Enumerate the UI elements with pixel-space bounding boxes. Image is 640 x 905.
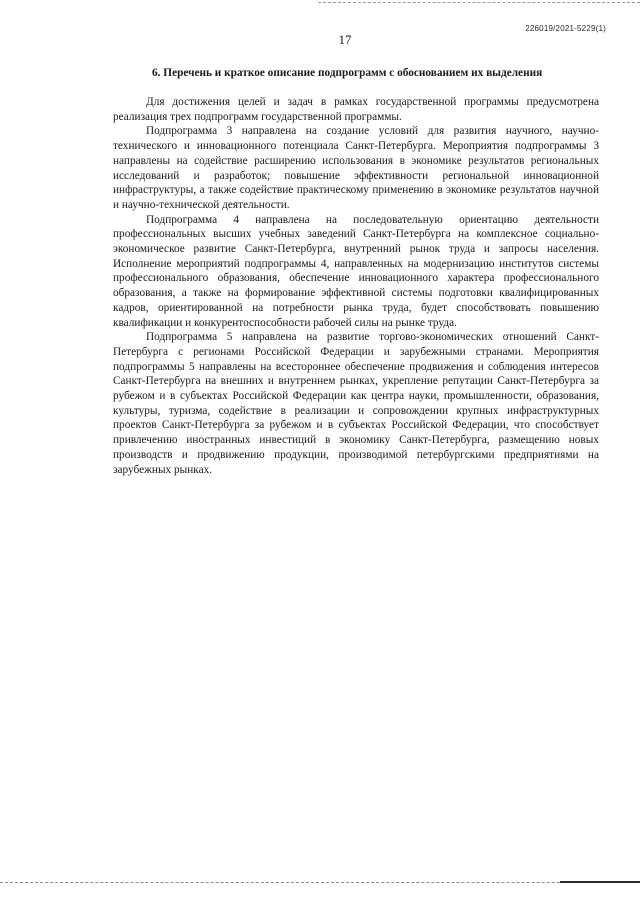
section-heading: 6. Перечень и краткое описание подпрограмм с обоснованием их выделения [152,67,543,79]
bottom-scan-mark [560,881,640,883]
bottom-scan-rule [0,882,640,883]
page-number: 17 [338,32,352,47]
paragraph-subprogram-5: Подпрограмма 5 направлена на развитие торгово-экономических отношений Санкт-Петербурга с регионами Российской Федерации и зарубежными странами. Мероприятия подпрограммы 5 направлены на всестороннее обеспечение продвижения и соблюдения интересов Санкт-Петербурга на внешних и внутреннем рынках, укрепление репутации Санкт-Петербурга за рубежом и в субъектах Российской Федерации как центра науки, промышленности, образования, культуры, туризма, содействие в реализации и сопровождении крупных инфраструктурных проектов Санкт-Петербурга за рубежом и в субъектах Российской Федерации, что способствует привлечению иностранных инвестиций в экономику Санкт-Петербурга, размещению новых производств и продвижению продукции, производимой петербургскими предприятиями на зарубежных рынках. [113,331,599,476]
top-scan-rule [318,2,640,3]
paragraph-subprogram-4: Подпрограмма 4 направлена на последовательную ориентацию деятельности профессиональных высших учебных заведений Санкт-Петербурга на комплексное социально-экономическое развитие Санкт-Петербурга, внутренний рынок труда и запросы населения. Исполнение мероприятий подпрограммы 4, направленных на модернизацию институтов системы профессионального образования, обеспечение инновационного характера профессионального образования, а также на формирование эффективной системы подготовки квалифицированных кадров, ориентированной на потребности рынка труда, будет способствовать повышению квалификации и конкурентоспособности рабочей силы на рынке труда. [113,213,599,329]
paragraph-subprogram-3: Подпрограмма 3 направлена на создание условий для развития научного, научно-технического и инновационного потенциала Санкт-Петербурга. Мероприятия подпрограммы 3 направлены на содействие расширению использования в экономике результатов региональных исследований и разработок; повышение эффективности региональной инновационной инфраструктуры, а также содействие практическому применению в экономике результатов научной и научно-технической деятельности. [113,125,599,211]
paragraph-intro: Для достижения целей и задач в рамках государственной программы предусмотрена реализация трех подпрограмм государственной программы. [113,96,599,123]
registration-number: 226019/2021-5229(1) [525,24,606,33]
body-text [113,95,599,477]
